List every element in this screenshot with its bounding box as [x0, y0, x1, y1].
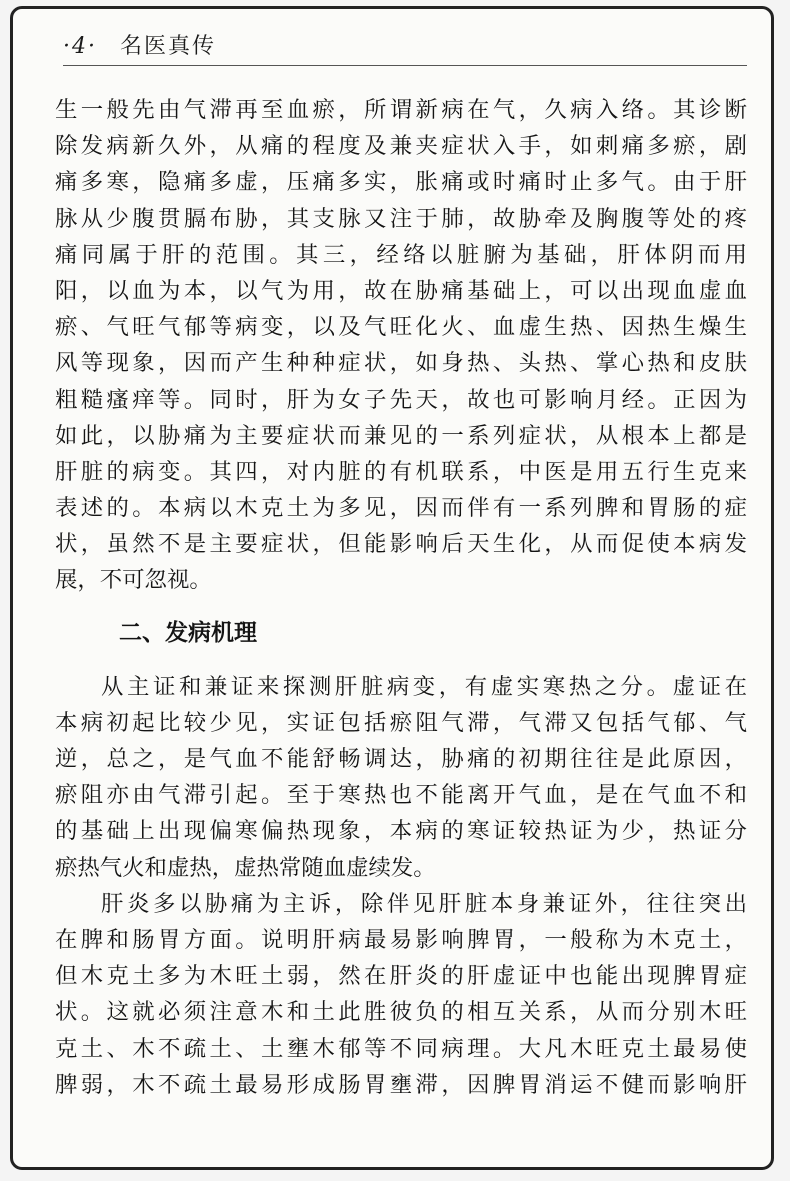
- text-line: 脉从少腹贯膈布胁，其支脉又注于肺，故胁牵及胸腹等处的疼: [55, 205, 747, 232]
- paragraph-2: [55, 669, 747, 886]
- paragraph-3: [55, 886, 747, 1103]
- page-frame: [10, 6, 774, 1170]
- text-line: 本病初起比较少见，实证包括瘀阻气滞，气滞又包括气郁、气: [55, 709, 747, 736]
- page-number: ·4·: [63, 34, 97, 59]
- text-line: 在脾和肠胃方面。说明肝病最易影响脾胃，一般称为木克土，: [55, 926, 747, 953]
- section-heading: 二、发病机理: [119, 619, 257, 646]
- text-line: 状，虽然不是主要症状，但能影响后天生化，从而促使本病发: [55, 531, 747, 558]
- text-line: 如此，以胁痛为主要症状而兼见的一系列症状，从根本上都是: [55, 422, 747, 449]
- text-line: 生一般先由气滞再至血瘀，所谓新病在气，久病入络。其诊断: [55, 97, 747, 123]
- text-line: 的基础上出现偏寒偏热现象，本病的寒证较热证为少，热证分: [55, 818, 747, 845]
- text-line: 除发病新久外，从痛的程度及兼夹症状入手，如刺痛多瘀，剧: [55, 133, 747, 160]
- text-line: 从主证和兼证来探测肝脏病变，有虚实寒热之分。虚证在: [101, 673, 747, 700]
- text-line: 但木克土多为木旺土弱，然在肝炎的肝虚证中也能出现脾胃症: [55, 963, 747, 990]
- text-line: 瘀阻亦由气滞引起。至于寒热也不能离开气血，是在气血不和: [55, 782, 747, 809]
- text-line: 状。这就必须注意木和土此胜彼负的相互关系，从而分别木旺: [55, 999, 747, 1026]
- book-title: 名医真传: [119, 34, 216, 59]
- text-line: 脾弱，木不疏土最易形成肠胃壅滞，因脾胃消运不健而影响肝: [55, 1071, 747, 1098]
- text-line: 瘀、气旺气郁等病变，以及气旺化火、血虚生热、因热生燥生: [55, 314, 747, 341]
- text-line: 展，不可忽视。: [55, 567, 212, 594]
- running-header: [63, 29, 216, 60]
- paragraph-1: [55, 92, 747, 599]
- text-line: 阳，以血为本，以气为用，故在胁痛基础上，可以出现血虚血: [55, 277, 747, 304]
- text-line: 粗糙瘙痒等。同时，肝为女子先天，故也可影响月经。正因为: [55, 386, 747, 413]
- text-line: 瘀热气火和虚热，虚热常随血虚续发。: [55, 854, 436, 881]
- text-line: 风等现象，因而产生种种症状，如身热、头热、掌心热和皮肤: [55, 350, 747, 377]
- text-line: 痛多寒，隐痛多虚，压痛多实，胀痛或时痛时止多气。由于肝: [55, 169, 747, 196]
- page-body: [55, 92, 747, 1103]
- text-line: 表述的。本病以木克土为多见，因而伴有一系列脾和胃肠的症: [55, 495, 747, 522]
- text-line: 逆，总之，是气血不能舒畅调达，胁痛的初期往往是此原因，: [55, 746, 747, 772]
- text-line: 克土、木不疏土、土壅木郁等不同病理。大凡木旺克土最易使: [55, 1035, 747, 1062]
- text-line: 肝炎多以胁痛为主诉，除伴见肝脏本身兼证外，往往突出: [101, 890, 747, 917]
- header-rule: [63, 65, 747, 66]
- text-line: 痛同属于肝的范围。其三，经络以脏腑为基础，肝体阴而用: [55, 241, 747, 268]
- text-line: 肝脏的病变。其四，对内脏的有机联系，中医是用五行生克来: [55, 458, 747, 485]
